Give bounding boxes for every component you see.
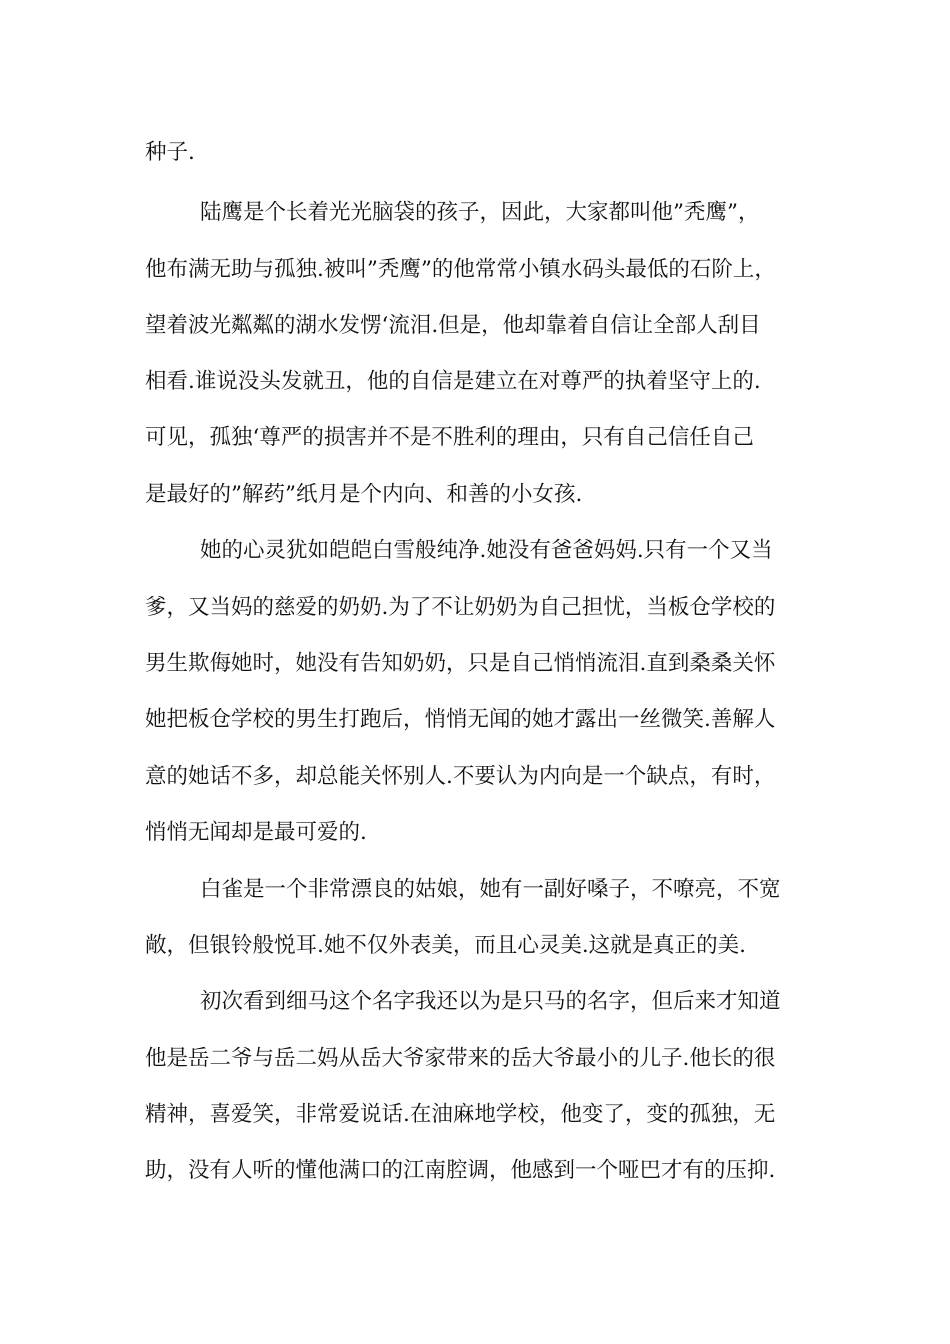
text-line: 相看.谁说没头发就丑，他的自信是建立在对尊严的执着坚守上的. xyxy=(145,369,761,394)
text-line: 可见，孤独‘尊严的损害并不是不胜利的理由，只有自己信任自己 xyxy=(145,425,754,450)
text-line: 是最好的”解药”纸月是个内向、和善的小女孩. xyxy=(145,482,583,507)
text-line: 他布满无助与孤独.被叫”秃鹰”的他常常小镇水码头最低的石阶上， xyxy=(145,257,776,282)
text-line: 爹，又当妈的慈爱的奶奶.为了不让奶奶为自己担忧，当板仓学校的 xyxy=(145,595,776,620)
text-line: 意的她话不多，却总能关怀别人.不要认为内向是一个缺点，有时， xyxy=(145,764,776,789)
text-line: 她把板仓学校的男生打跑后，悄悄无闻的她才露出一丝微笑.善解人 xyxy=(145,707,776,732)
text-line: 他是岳二爷与岳二妈从岳大爷家带来的岳大爷最小的儿子.他长的很 xyxy=(145,1046,776,1071)
text-line: 初次看到细马这个名字我还以为是只马的名字，但后来才知道 xyxy=(200,989,781,1014)
text-line: 陆鹰是个长着光光脑袋的孩子，因此，大家都叫他”秃鹰”， xyxy=(200,200,760,225)
text-line: 种子. xyxy=(145,140,195,165)
text-line: 她的心灵犹如皑皑白雪般纯净.她没有爸爸妈妈.只有一个又当 xyxy=(200,538,773,563)
text-line: 助，没有人听的懂他满口的江南腔调，他感到一个哑巴才有的压抑. xyxy=(145,1158,776,1183)
text-line: 白雀是一个非常漂良的姑娘，她有一副好嗓子，不嘹亮，不宽 xyxy=(200,877,781,902)
text-line: 悄悄无闻却是最可爱的. xyxy=(145,820,367,845)
text-line: 男生欺侮她时，她没有告知奶奶，只是自己悄悄流泪.直到桑桑关怀 xyxy=(145,651,776,676)
text-line: 望着波光粼粼的湖水发愣‘流泪.但是，他却靠着自信让全部人刮目 xyxy=(145,313,761,338)
text-line: 精神，喜爱笑，非常爱说话.在油麻地学校，他变了，变的孤独，无 xyxy=(145,1102,776,1127)
text-line: 敞，但银铃般悦耳.她不仅外表美，而且心灵美.这就是真正的美. xyxy=(145,933,747,958)
